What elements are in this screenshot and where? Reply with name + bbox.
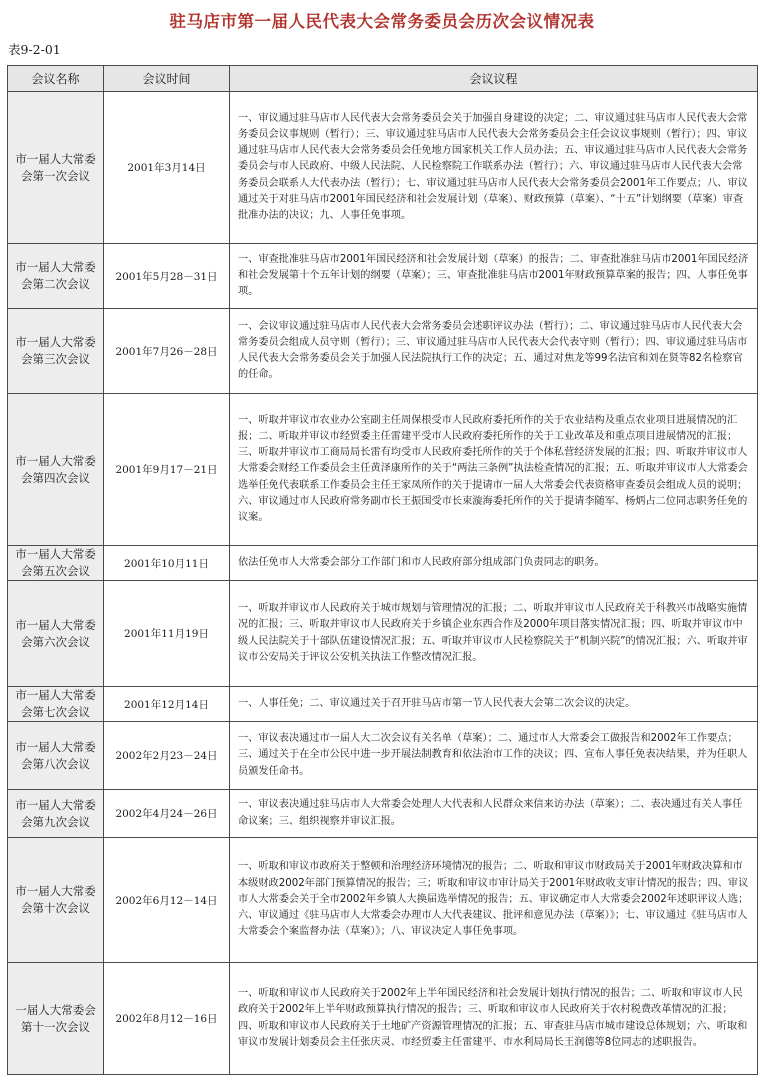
meeting-name: 一届人大常委会第十一次会议 bbox=[8, 963, 104, 1075]
meeting-time: 2001年11月19日 bbox=[104, 581, 230, 687]
meeting-time: 2001年12月14日 bbox=[104, 687, 230, 722]
meeting-name: 市一届人大常委会第九次会议 bbox=[8, 790, 104, 838]
table-row bbox=[8, 581, 758, 687]
meeting-agenda: 一、审议通过驻马店市人民代表大会常务委员会关于加强自身建设的决定；二、审议通过驻马店市人民代表大会常务委员会议事规则（暂行）；三、审议通过驻马店市人民代表大会常务委员会主任会议议事规则（暂行）；四、审议通过驻马店市人民代表大会常务委员会任免地方国家机关工作人员办法；五、审议通过驻马店市人民代表大会常务委员会与市人民政府、中级人民法院、人民检察院工作联系办法（暂行）；六、审议通过驻马店市人民代表大会常务委员会联系人大代表办法（暂行）；七、审议通过驻马店市人民代表大会常务委员会2001年工作要点；八、审议通过关于对驻马店市2001年国民经济和社会发展计划（草案）、财政预算（草案）、“十五”计划纲要（草案）审查批准办法的决议；九、人事任免事项。 bbox=[230, 92, 758, 244]
meeting-time: 2001年9月17－21日 bbox=[104, 394, 230, 546]
meeting-time: 2002年8月12－16日 bbox=[104, 963, 230, 1075]
meeting-time: 2002年4月24－26日 bbox=[104, 790, 230, 838]
table-row bbox=[8, 309, 758, 394]
meeting-name: 市一届人大常委会第六次会议 bbox=[8, 581, 104, 687]
table-header-row bbox=[8, 66, 758, 92]
meeting-time: 2001年5月28－31日 bbox=[104, 244, 230, 309]
header-meeting-name: 会议名称 bbox=[8, 66, 104, 92]
meeting-name: 市一届人大常委会第一次会议 bbox=[8, 92, 104, 244]
meeting-name: 市一届人大常委会第二次会议 bbox=[8, 244, 104, 309]
meeting-name: 市一届人大常委会第十次会议 bbox=[8, 838, 104, 963]
table-row bbox=[8, 394, 758, 546]
meeting-agenda: 一、审查批准驻马店市2001年国民经济和社会发展计划（草案）的报告；二、审查批准驻马店市2001年国民经济和社会发展第十个五年计划的纲要（草案）；三、审查批准驻马店市2001年财政预算草案的报告；四、人事任免事项。 bbox=[230, 244, 758, 309]
meeting-name: 市一届人大常委会第五次会议 bbox=[8, 546, 104, 581]
meeting-name: 市一届人大常委会第三次会议 bbox=[8, 309, 104, 394]
meeting-agenda: 一、听取并审议市农业办公室副主任周保根受市人民政府委托所作的关于农业结构及重点农业项目进展情况的汇报；二、听取并审议市经贸委主任雷建平受市人民政府委托所作的关于工业改革及和重点项目进展情况的汇报；三、听取并审议市工商局局长雷有均受市人民政府委托所作的关于个体私营经济发展的汇报；四、听取并审议市人大常委会财经工作委员会主任黄泽康所作的关于“两法三条例”执法检查情况的汇报；五、听取并审议市人大常委会选举任免代表联系工作委员会主任王家凤所作的关于提请市一届人大常委会代表资格审查委员会组成人员的说明；六、审议通过市人民政府常务副市长王振国受市长束漩海委托所作的关于提请李随军、杨炳占二位同志职务任免的议案。 bbox=[230, 394, 758, 546]
meeting-agenda: 一、听取并审议市人民政府关于城市规划与管理情况的汇报；二、听取并审议市人民政府关于科教兴市战略实施情况的汇报；三、听取并审议市人民政府关于乡镇企业东西合作及2000年项目落实情况汇报；四、听取并审议市中级人民法院关于十部队伍建设情况汇报；五、听取并审议市人民检察院关于“机制兴院”的情况汇报；六、听取并审议市公安局关于评议公安机关执法工作整改情况汇报。 bbox=[230, 581, 758, 687]
table-row bbox=[8, 546, 758, 581]
header-meeting-agenda: 会议议程 bbox=[230, 66, 758, 92]
table-row bbox=[8, 790, 758, 838]
meeting-name: 市一届人大常委会第七次会议 bbox=[8, 687, 104, 722]
meeting-time: 2002年2月23－24日 bbox=[104, 722, 230, 790]
meeting-agenda: 一、人事任免；二、审议通过关于召开驻马店市第一节人民代表大会第二次会议的决定。 bbox=[230, 687, 758, 722]
meeting-time: 2002年6月12－14日 bbox=[104, 838, 230, 963]
meeting-agenda: 依法任免市人大常委会部分工作部门和市人民政府部分组成部门负责同志的职务。 bbox=[230, 546, 758, 581]
meeting-agenda: 一、会议审议通过驻马店市人民代表大会常务委员会述职评议办法（暂行）；二、审议通过驻马店市人民代表大会常务委员会组成人员守则（暂行）；三、审议通过驻马店市人民代表大会代表守则（暂行）；四、审议通过驻马店市人民代表大会常务委员会关于加强人民法院执行工作的决定；五、通过对焦龙等99名法官和刘在贤等82名检察官的任命。 bbox=[230, 309, 758, 394]
meeting-table bbox=[7, 65, 758, 1075]
meeting-time: 2001年3月14日 bbox=[104, 92, 230, 244]
meeting-agenda: 一、审议表决通过驻马店市人大常委会处理人大代表和人民群众来信来访办法（草案）；二、表决通过有关人事任命议案；三、组织视察并审议汇报。 bbox=[230, 790, 758, 838]
table-row bbox=[8, 722, 758, 790]
page-title: 驻马店市第一届人民代表大会常务委员会历次会议情况表 bbox=[169, 12, 595, 31]
header-meeting-time: 会议时间 bbox=[104, 66, 230, 92]
meeting-time: 2001年7月26－28日 bbox=[104, 309, 230, 394]
meeting-time: 2001年10月11日 bbox=[104, 546, 230, 581]
table-row bbox=[8, 687, 758, 722]
meeting-agenda: 一、听取和审议市政府关于整顿和治理经济环境情况的报告；二、听取和审议市财政局关于2001年财政决算和市本级财政2002年部门预算情况的报告；三；听取和审议市审计局关于2001年财政收支审计情况的报告；四、审议市人大常委会关于全市2002年乡镇人大换届选举情况的报告；五、审议确定市人大常委会2002年述职评议人选；六、审议通过《驻马店市人大常委会办理市人大代表建议、批评和意见办法（草案）》；七、审议通过《驻马店市人大常委会个案监督办法（草案）》；八、审议决定人事任免事项。 bbox=[230, 838, 758, 963]
table-number: 表9-2-01 bbox=[8, 42, 61, 57]
table-row bbox=[8, 838, 758, 963]
meeting-agenda: 一、听取和审议市人民政府关于2002年上半年国民经济和社会发展计划执行情况的报告；二、听取和审议市人民政府关于2002年上半年财政预算执行情况的报告；三、听取和审议市人民政府关于农村税费改革情况的汇报；四、听取和审议市人民政府关于土地矿产资源管理情况的汇报；五、审查驻马店市城市建设总体规划；六、听取和审议市发展计划委员会主任张庆灵、市经贸委主任雷建平、市水利局局长王润德等8位同志的述职报告。 bbox=[230, 963, 758, 1075]
table-row bbox=[8, 963, 758, 1075]
meeting-name: 市一届人大常委会第八次会议 bbox=[8, 722, 104, 790]
meeting-name: 市一届人大常委会第四次会议 bbox=[8, 394, 104, 546]
meeting-agenda: 一、审议表决通过市一届人大二次会议有关名单（草案）；二、通过市人大常委会工做报告和2002年工作要点；三、通过关于在全市公民中进一步开展法制教育和依法治市工作的决议；四、宣布人事任免表决结果，并为任职人员颁发任命书。 bbox=[230, 722, 758, 790]
table-row bbox=[8, 244, 758, 309]
table-row bbox=[8, 92, 758, 244]
